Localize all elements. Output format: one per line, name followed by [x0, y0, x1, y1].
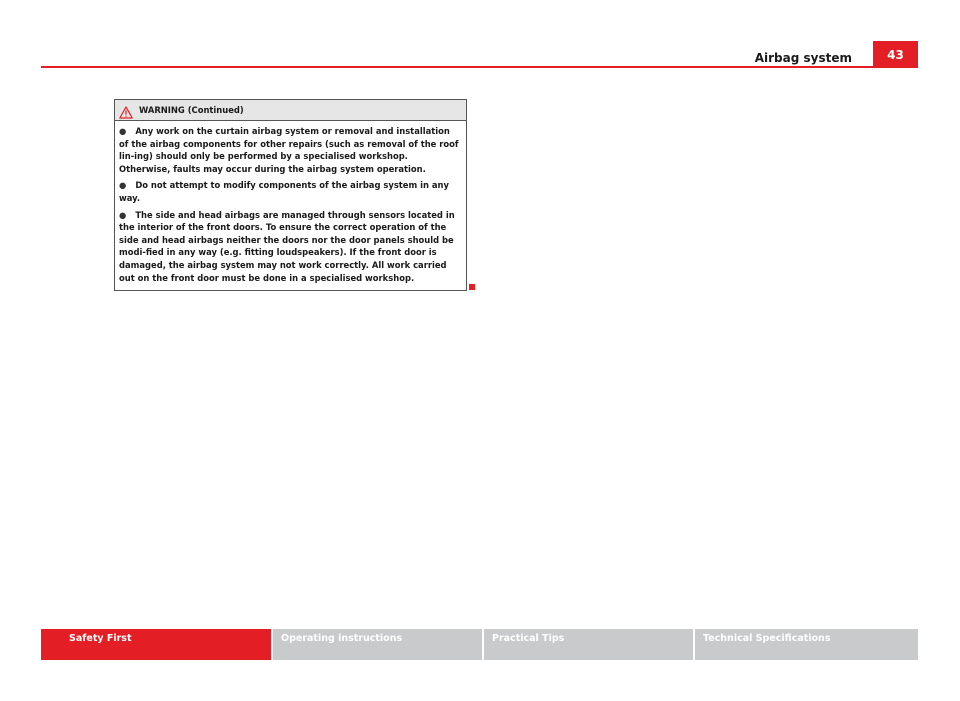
section-end-marker [469, 284, 475, 290]
bullet-icon: ● [119, 180, 127, 191]
footer-tab-operating-instructions[interactable]: Operating instructions [273, 629, 482, 660]
warning-item [119, 125, 460, 175]
warning-item-text: Any work on the curtain airbag system or removal and installation of the airbag components for other repairs (such as removal of the roof lin-ing) should only be performed by a specialised workshop. Otherwise, faults may occur during the airbag system operation. [119, 126, 459, 174]
footer-tab-safety-first[interactable]: Safety First [41, 629, 271, 660]
section-title: Airbag system [754, 51, 852, 65]
warning-item [119, 179, 460, 204]
bullet-icon: ● [119, 126, 127, 136]
warning-triangle-icon [119, 104, 133, 117]
warning-body [115, 121, 466, 284]
warning-item-text: The side and head airbags are managed through sensors located in the interior of the front doors. To ensure the correct operation of the side and head airbags neither the doors nor the door panels should be modi-fied in any way (e.g. fitting loudspeakers). If the front door is damaged, the airbag system may not work correctly. All work carried out on the front door must be done in a specialised workshop. [119, 209, 455, 283]
warning-item [119, 209, 460, 285]
footer-tab-technical-specifications[interactable]: Technical Specifications [695, 629, 918, 660]
footer-nav [41, 629, 918, 660]
warning-header [115, 100, 466, 121]
bullet-icon: ● [119, 209, 127, 220]
warning-title: WARNING (Continued) [139, 105, 244, 115]
page-number: 43 [873, 41, 918, 68]
warning-item-text: Do not attempt to modify components of the airbag system in any way. [119, 180, 449, 203]
warning-box [114, 99, 467, 291]
header-rule [41, 66, 918, 68]
footer-tab-practical-tips[interactable]: Practical Tips [484, 629, 693, 660]
